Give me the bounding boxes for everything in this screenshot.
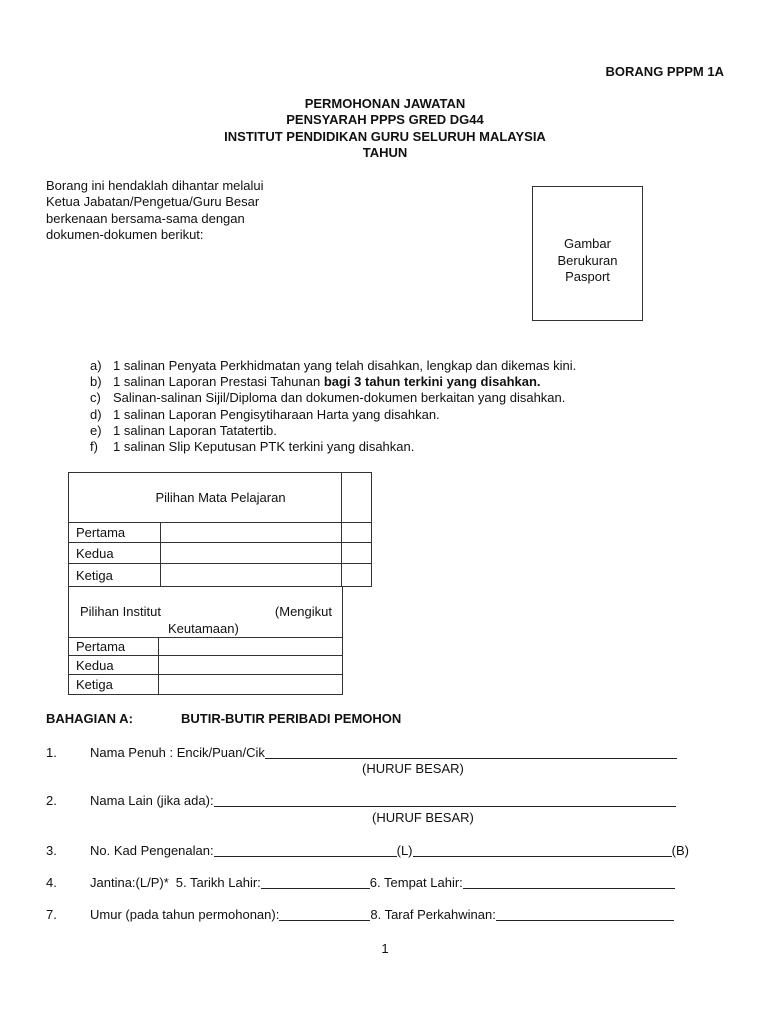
subject-choice-side-cell <box>342 523 372 543</box>
table-row <box>69 638 343 656</box>
institute-choice-label: Pertama <box>69 638 159 656</box>
intro-paragraph <box>46 178 264 244</box>
table-row <box>69 656 343 675</box>
list-item <box>90 407 576 423</box>
gender-label: Jantina:(L/P)* <box>90 875 169 890</box>
other-name-field <box>90 793 676 809</box>
ic-number-label: No. Kad Pengenalan: <box>90 843 214 858</box>
institute-choice-1-input[interactable] <box>159 638 343 656</box>
title-line-4: TAHUN <box>362 145 408 161</box>
list-item-text: Salinan-salinan Sijil/Diploma dan dokumen-dokumen berkaitan yang disahkan. <box>113 390 566 406</box>
list-item-emphasis: bagi 3 tahun terkini yang disahkan. <box>323 374 541 390</box>
list-item-text: 1 salinan Slip Keputusan PTK terkini yang disahkan. <box>113 439 415 455</box>
institute-choice-note-line-2: Keutamaan) <box>168 621 239 636</box>
subject-choice-3-input[interactable] <box>161 564 342 587</box>
subject-choice-2-input[interactable] <box>161 543 342 564</box>
age-marital-field <box>90 907 674 923</box>
subject-choice-table <box>68 472 372 587</box>
institute-choice-heading-box <box>69 587 342 637</box>
form-code: BORANG PPPM 1A <box>605 64 724 79</box>
age-label: Umur (pada tahun permohonan): <box>90 907 280 922</box>
list-marker: b) <box>90 374 102 390</box>
institute-choice-table <box>68 586 343 695</box>
institute-choice-label: Pilihan Institut <box>80 604 161 619</box>
table-row <box>69 564 372 587</box>
subject-choice-label: Ketiga <box>69 564 161 587</box>
table-row <box>69 523 372 543</box>
field-number: 1. <box>46 745 57 760</box>
intro-line: berkenaan bersama-sama dengan <box>46 210 245 226</box>
list-marker: e) <box>90 422 102 438</box>
full-name-label: Nama Penuh : Encik/Puan/Cik <box>90 745 265 760</box>
field-number: 3. <box>46 843 57 858</box>
page-number: 1 <box>381 941 389 956</box>
list-marker: c) <box>90 390 101 406</box>
field-number: 4. <box>46 875 57 890</box>
institute-choice-note-line-1: (Mengikut <box>274 604 332 619</box>
subject-choice-heading: Pilihan Mata Pelajaran <box>69 473 342 523</box>
list-marker: f) <box>90 439 98 455</box>
list-item-text: 1 salinan Laporan Tatatertib. <box>113 422 277 438</box>
section-a-title: BUTIR-BUTIR PERIBADI PEMOHON <box>181 711 402 726</box>
title-line-3: INSTITUT PENDIDIKAN GURU SELURUH MALAYSIA <box>224 128 546 144</box>
table-row <box>69 543 372 564</box>
section-a-heading <box>0 711 770 727</box>
marital-status-blank[interactable] <box>496 920 674 921</box>
institute-choice-label: Kedua <box>69 656 159 675</box>
other-name-blank[interactable] <box>214 806 676 807</box>
pob-blank[interactable] <box>463 888 675 889</box>
list-marker: a) <box>90 358 102 373</box>
list-item <box>90 423 576 439</box>
marital-status-label: 8. Taraf Perkahwinan: <box>370 907 496 922</box>
age-blank[interactable] <box>279 920 370 921</box>
subject-choice-side-cell <box>342 564 372 587</box>
table-row <box>69 675 343 695</box>
ic-number-field <box>90 843 689 859</box>
required-documents-list <box>90 358 576 455</box>
photo-box-line: Berukuran <box>557 252 618 268</box>
subject-choice-label: Pertama <box>69 523 161 543</box>
subject-choice-side-cell <box>342 543 372 564</box>
ic-new-suffix: (L) <box>396 843 413 858</box>
field-number: 7. <box>46 907 57 922</box>
other-name-hint: (HURUF BESAR) <box>372 810 474 825</box>
list-marker: d) <box>90 406 102 422</box>
institute-choice-heading <box>69 587 343 638</box>
ic-old-suffix: (B) <box>671 843 689 858</box>
full-name-hint: (HURUF BESAR) <box>362 761 464 776</box>
intro-line: Borang ini hendaklah dihantar melalui <box>46 178 264 193</box>
table-row <box>69 473 372 523</box>
field-number: 2. <box>46 793 57 808</box>
table-row <box>69 587 343 638</box>
form-title <box>0 96 770 162</box>
ic-new-blank[interactable] <box>214 856 397 857</box>
list-item <box>90 358 576 374</box>
list-item-text: 1 salinan Laporan Pengisytiharaan Harta yang disahkan. <box>113 406 440 422</box>
section-a-label: BAHAGIAN A: <box>46 711 133 726</box>
list-item-text: 1 salinan Laporan Prestasi Tahunan <box>113 374 321 390</box>
list-item-text: 1 salinan Penyata Perkhidmatan yang telah disahkan, lengkap dan dikemas kini. <box>113 358 577 373</box>
intro-line: dokumen-dokumen berikut: <box>46 227 204 243</box>
full-name-field <box>90 745 677 761</box>
list-item <box>90 374 576 390</box>
institute-choice-2-input[interactable] <box>159 656 343 675</box>
subject-choice-side-cell <box>342 473 372 523</box>
pob-label: 6. Tempat Lahir: <box>369 875 463 890</box>
dob-blank[interactable] <box>261 888 370 889</box>
intro-line: Ketua Jabatan/Pengetua/Guru Besar <box>46 194 260 210</box>
institute-choice-3-input[interactable] <box>159 675 343 695</box>
subject-choice-1-input[interactable] <box>161 523 342 543</box>
ic-old-blank[interactable] <box>413 856 672 857</box>
title-line-1: PERMOHONAN JAWATAN <box>304 96 466 111</box>
list-item <box>90 439 576 455</box>
title-line-2: PENSYARAH PPPS GRED DG44 <box>286 112 484 128</box>
gender-dob-pob-field <box>90 875 675 891</box>
passport-photo-box <box>532 186 643 321</box>
subject-choice-label: Kedua <box>69 543 161 564</box>
institute-choice-label: Ketiga <box>69 675 159 695</box>
photo-box-line: Gambar <box>564 236 611 251</box>
list-item <box>90 390 576 406</box>
other-name-label: Nama Lain (jika ada): <box>90 793 214 808</box>
dob-label: 5. Tarikh Lahir: <box>175 875 261 890</box>
full-name-blank[interactable] <box>265 758 677 759</box>
photo-box-line: Pasport <box>565 269 610 284</box>
